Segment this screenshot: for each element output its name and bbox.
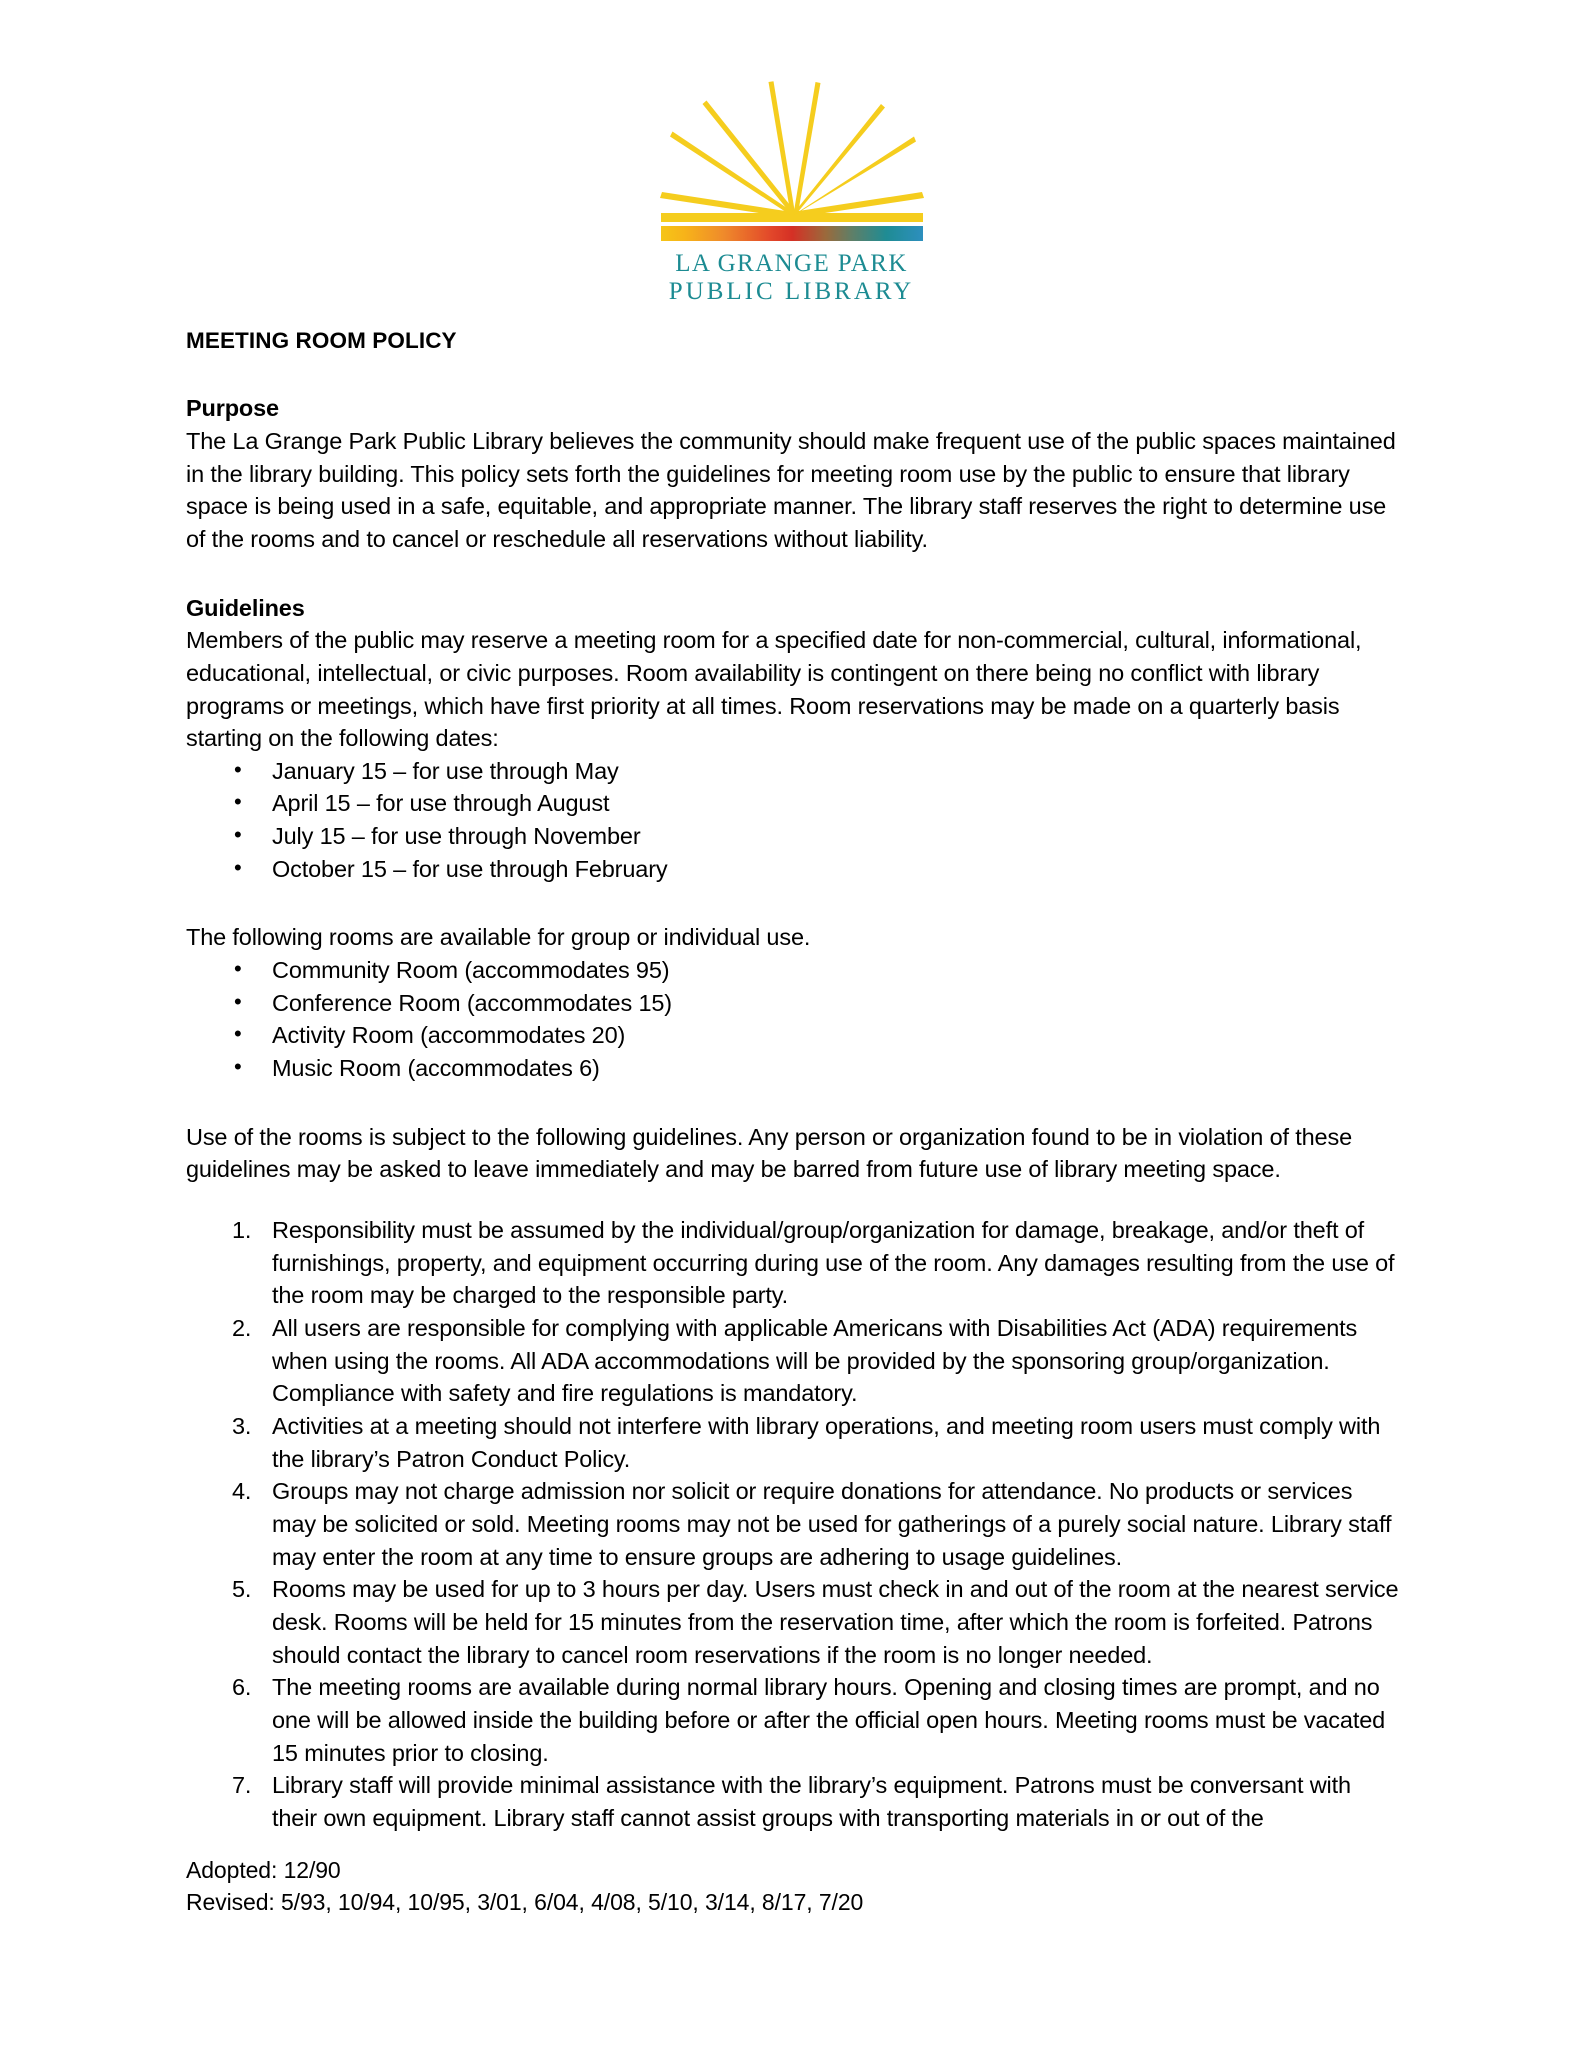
rule-item xyxy=(186,1573,1401,1671)
bullet-icon: • xyxy=(234,1021,242,1047)
purpose-paragraph: The La Grange Park Public Library believes the community should make frequent use of the public spaces maintained in the library building. This policy sets forth the guidelines for meeting room use by the public to ensure that library space is being used in a safe, equitable, and appropriate manner. The library staff reserves the right to determine use of the rooms and to cancel or reschedule all reservations without liability. xyxy=(186,427,1396,552)
list-item-label: July 15 – for use through November xyxy=(272,823,641,850)
rule-item xyxy=(186,1312,1401,1410)
bullet-icon: • xyxy=(234,854,242,880)
adopted-date: Adopted: 12/90 xyxy=(186,1857,341,1883)
bullet-icon: • xyxy=(234,789,242,815)
rule-text: Responsibility must be assumed by the individual/group/organization for damage, breakage, and/or theft of furnishings, property, and equipment occurring during use of the room. Any damages resulting from the use of the room may be charged to the responsible party. xyxy=(272,1217,1395,1309)
rule-item xyxy=(186,1671,1401,1769)
bullet-icon: • xyxy=(234,956,242,982)
list-item-label: Community Room (accommodates 95) xyxy=(272,957,670,984)
rules-list xyxy=(186,1214,1401,1834)
rule-number: 3. xyxy=(232,1412,252,1439)
guidelines-paragraph: Members of the public may reserve a meeting room for a specified date for non-commercial, cultural, informational, educational, intellectual, or civic purposes. Room availability is contingent on there being no conflict with library programs or meetings, which have first priority at all times. Room reservations may be made on a quarterly basis starting on the following dates: xyxy=(186,627,1362,752)
list-item xyxy=(186,1019,1401,1052)
use-intro-paragraph: Use of the rooms is subject to the following guidelines. Any person or organization found to be in violation of these guidelines may be asked to leave immediately and may be barred from future use of library meeting space. xyxy=(186,1123,1352,1183)
rule-number: 6. xyxy=(232,1674,252,1701)
rule-item xyxy=(186,1410,1401,1475)
list-item xyxy=(186,1052,1401,1085)
rooms-list xyxy=(186,954,1401,1085)
rule-number: 1. xyxy=(232,1217,252,1244)
page-title: MEETING ROOM POLICY xyxy=(186,328,457,353)
logo-inner xyxy=(656,66,928,306)
list-item-label: Conference Room (accommodates 15) xyxy=(272,989,672,1016)
rule-number: 2. xyxy=(232,1315,252,1342)
bullet-icon: • xyxy=(234,988,242,1014)
list-item-label: Music Room (accommodates 6) xyxy=(272,1055,600,1082)
list-item xyxy=(186,987,1401,1020)
sunburst-icon xyxy=(656,66,928,226)
rule-text: Activities at a meeting should not interfere with library operations, and meeting room users must comply with the library’s Patron Conduct Policy. xyxy=(272,1412,1381,1472)
logo-text-line-1: LA GRANGE PARK xyxy=(675,250,908,277)
list-item-label: January 15 – for use through May xyxy=(272,757,619,784)
logo-text-line-2: PUBLIC LIBRARY xyxy=(668,278,915,305)
list-item-label: October 15 – for use through February xyxy=(272,855,668,882)
bullet-icon: • xyxy=(234,1054,242,1080)
quarterly-dates-list xyxy=(186,755,1401,886)
list-item xyxy=(186,787,1401,820)
rule-text: All users are responsible for complying with applicable Americans with Disabilities Act (ADA) requirements when using the rooms. All ADA accommodations will be provided by the sponsoring group/organization. Compliance with safety and fire regulations is mandatory. xyxy=(272,1315,1358,1407)
rule-number: 5. xyxy=(232,1576,252,1603)
rule-item xyxy=(186,1475,1401,1573)
section-heading-guidelines: Guidelines xyxy=(186,594,305,621)
rule-text: Groups may not charge admission nor solicit or require donations for attendance. No products or services may be solicited or sold. Meeting rooms may not be used for gatherings of a purely social nature. Library staff may enter the room at any time to ensure groups are adhering to usage guidelines. xyxy=(272,1478,1392,1570)
section-heading-purpose: Purpose xyxy=(186,395,279,422)
bullet-icon: • xyxy=(234,756,242,782)
list-item-label: April 15 – for use through August xyxy=(272,790,610,817)
list-item xyxy=(186,755,1401,788)
rule-item xyxy=(186,1769,1401,1834)
logo-gradient-bar xyxy=(661,226,923,241)
list-item xyxy=(186,954,1401,987)
bullet-icon: • xyxy=(234,822,242,848)
document-body xyxy=(186,325,1401,1835)
library-logo xyxy=(0,66,1583,306)
rule-item xyxy=(186,1214,1401,1312)
rule-text: Rooms may be used for up to 3 hours per day. Users must check in and out of the room at the nearest service desk. Rooms will be held for 15 minutes from the reservation time, after which the room is forfeited. Patrons should contact the library to cancel room reservations if the room is no longer needed. xyxy=(272,1576,1399,1668)
rooms-intro: The following rooms are available for group or individual use. xyxy=(186,924,811,951)
rule-text: The meeting rooms are available during normal library hours. Opening and closing times are prompt, and no one will be allowed inside the building before or after the official open hours. Meeting rooms must be vacated 15 minutes prior to closing. xyxy=(272,1674,1386,1766)
rule-number: 7. xyxy=(232,1772,252,1799)
rule-number: 4. xyxy=(232,1478,252,1505)
revised-dates: Revised: 5/93, 10/94, 10/95, 3/01, 6/04, 4/08, 5/10, 3/14, 8/17, 7/20 xyxy=(186,1888,864,1915)
list-item xyxy=(186,853,1401,886)
list-item-label: Activity Room (accommodates 20) xyxy=(272,1022,626,1049)
list-item xyxy=(186,820,1401,853)
document-footer xyxy=(186,1855,1401,1918)
rule-text: Library staff will provide minimal assistance with the library’s equipment. Patrons must be conversant with their own equipment. Library staff cannot assist groups with transporting materials in or out of the xyxy=(272,1772,1351,1831)
